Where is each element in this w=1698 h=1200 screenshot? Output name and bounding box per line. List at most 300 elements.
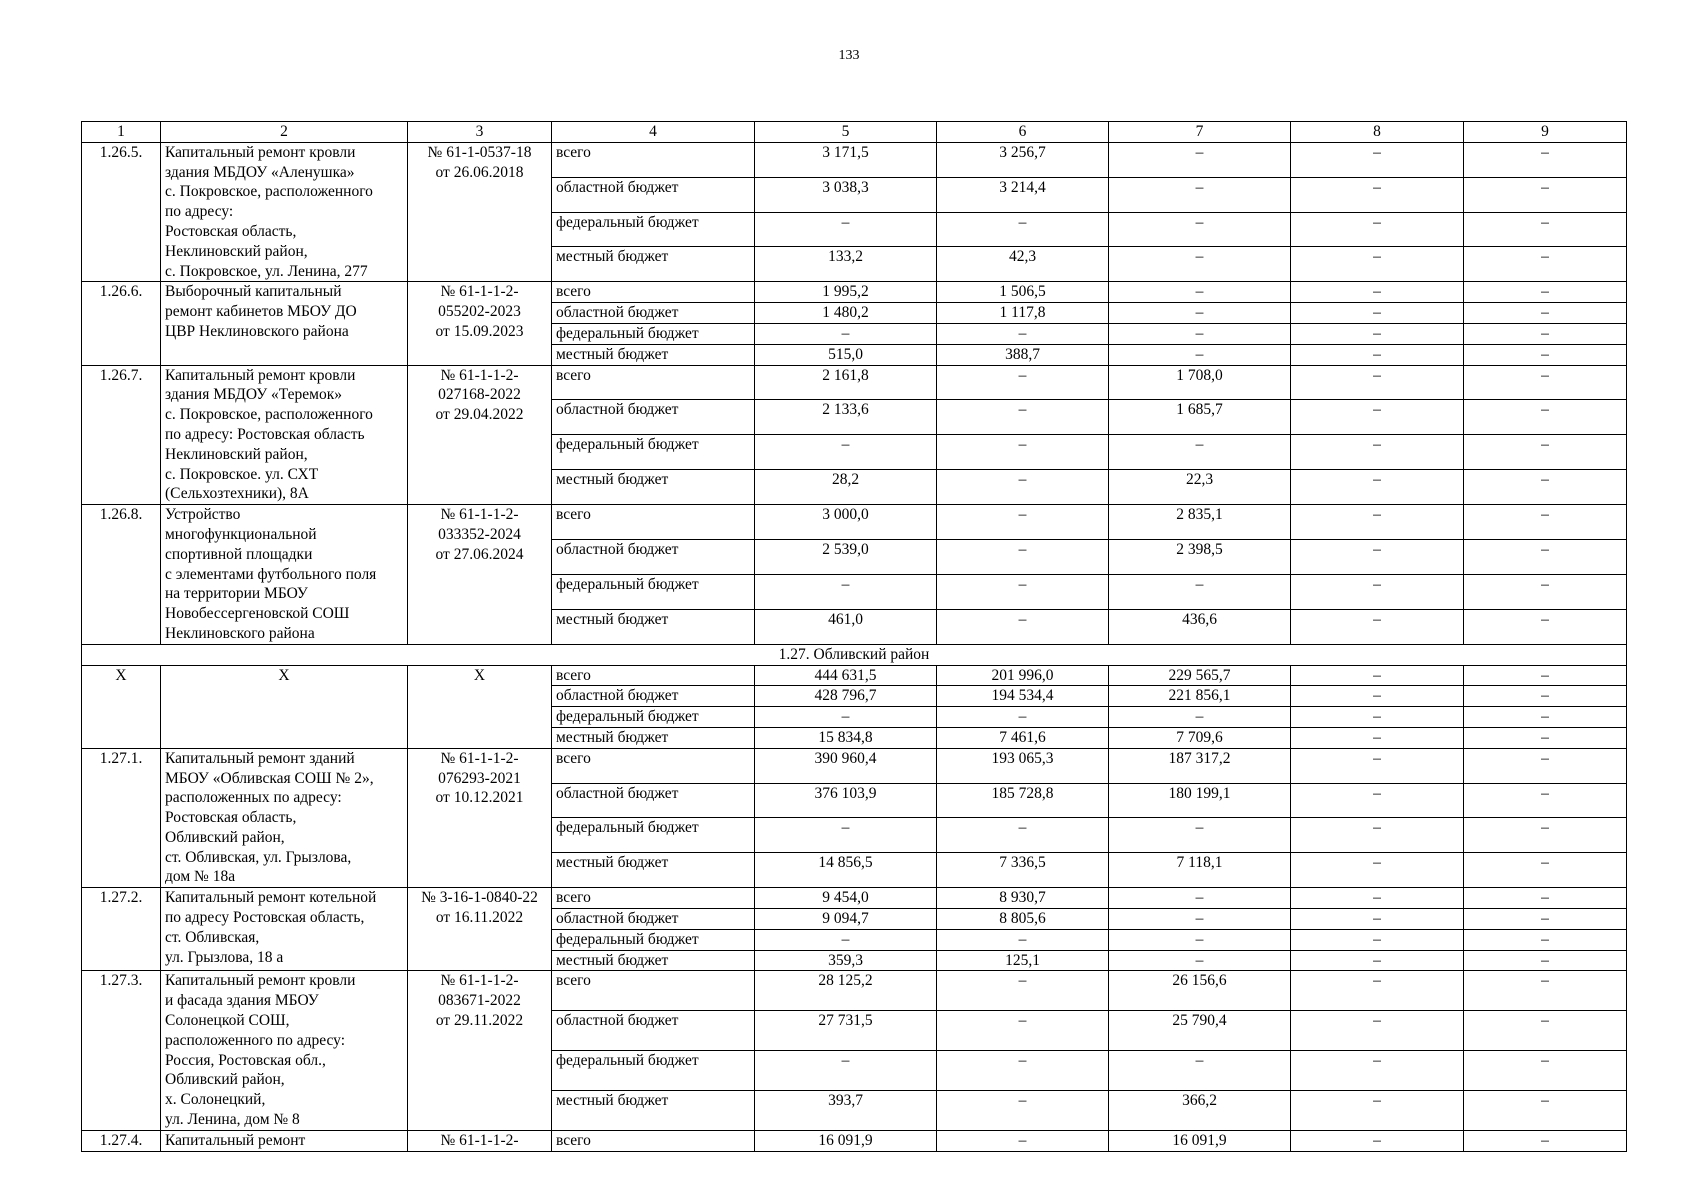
item-name-line: (Сельхозтехники), 8А xyxy=(165,485,309,503)
amount-cell: – xyxy=(1464,950,1627,971)
item-name-line: Ростовская область, xyxy=(165,809,297,827)
item-document-line: от 10.12.2021 xyxy=(435,789,524,807)
funding-source-label: всего xyxy=(552,971,755,1011)
item-name-line: с. Покровское, расположенного xyxy=(165,406,373,424)
table-row xyxy=(82,665,1627,686)
amount-cell: – xyxy=(937,574,1109,609)
item-document-line: 055202-2023 xyxy=(438,303,521,321)
item-document-line: от 27.06.2024 xyxy=(435,545,524,563)
item-name-line: Капитальный ремонт котельной xyxy=(165,889,377,907)
item-document-line: от 29.04.2022 xyxy=(435,406,524,424)
amount-cell: – xyxy=(1464,344,1627,365)
funding-source-label: местный бюджет xyxy=(552,247,755,282)
amount-cell: 1 995,2 xyxy=(755,282,937,303)
amount-cell: 27 731,5 xyxy=(755,1011,937,1051)
amount-cell: – xyxy=(1109,247,1291,282)
budget-table xyxy=(81,121,1627,1152)
amount-cell: – xyxy=(1291,470,1464,505)
amount-cell: – xyxy=(1464,853,1627,888)
item-name-line: расположенного по адресу: xyxy=(165,1031,345,1049)
amount-cell: – xyxy=(1291,686,1464,707)
item-name-line: Капитальный ремонт xyxy=(165,1131,306,1149)
item-document-line: от 26.06.2018 xyxy=(435,163,524,181)
item-document-line: № 61-1-1-2- xyxy=(440,1131,519,1149)
amount-cell: – xyxy=(1109,303,1291,324)
item-document-line: № 3-16-1-0840-22 xyxy=(421,889,538,907)
amount-cell: – xyxy=(1109,177,1291,212)
amount-cell: – xyxy=(1464,505,1627,540)
amount-cell: – xyxy=(1109,818,1291,853)
item-code: 1.27.2. xyxy=(82,888,161,971)
amount-cell: 3 038,3 xyxy=(755,177,937,212)
item-name-line: ул. Грызлова, 18 а xyxy=(165,948,284,966)
amount-cell: – xyxy=(1109,212,1291,247)
item-code: 1.26.5. xyxy=(82,142,161,282)
amount-cell: – xyxy=(1291,783,1464,818)
amount-cell: 2 161,8 xyxy=(755,365,937,400)
funding-source-label: всего xyxy=(552,748,755,783)
amount-cell: 2 835,1 xyxy=(1109,505,1291,540)
item-code: 1.27.1. xyxy=(82,748,161,888)
item-name-line: х. Солонецкий, xyxy=(165,1091,266,1109)
funding-source-label: областной бюджет xyxy=(552,686,755,707)
amount-cell: – xyxy=(755,323,937,344)
funding-source-label: всего xyxy=(552,665,755,686)
amount-cell: – xyxy=(755,574,937,609)
funding-source-label: местный бюджет xyxy=(552,344,755,365)
column-header: 7 xyxy=(1109,122,1291,143)
item-name xyxy=(161,748,408,888)
item-document xyxy=(408,971,552,1130)
item-name-line: ст. Обливская, ул. Грызлова, xyxy=(165,848,352,866)
amount-cell: – xyxy=(1464,282,1627,303)
amount-cell: 393,7 xyxy=(755,1091,937,1131)
amount-cell: 187 317,2 xyxy=(1109,748,1291,783)
column-header: 4 xyxy=(552,122,755,143)
funding-source-label: местный бюджет xyxy=(552,609,755,644)
amount-cell: – xyxy=(1291,1130,1464,1151)
funding-source-label: областной бюджет xyxy=(552,783,755,818)
item-name-line: на территории МБОУ xyxy=(165,585,308,603)
amount-cell: 9 094,7 xyxy=(755,909,937,930)
amount-cell: – xyxy=(1109,142,1291,177)
amount-cell: 25 790,4 xyxy=(1109,1011,1291,1051)
item-document-line: № 61-1-1-2- xyxy=(440,972,519,990)
table-row xyxy=(82,748,1627,783)
amount-cell: 9 454,0 xyxy=(755,888,937,909)
amount-cell: – xyxy=(1464,1011,1627,1051)
item-name-line: по адресу: Ростовская область xyxy=(165,425,365,443)
amount-cell: – xyxy=(937,505,1109,540)
funding-source-label: областной бюджет xyxy=(552,540,755,575)
amount-cell: – xyxy=(937,365,1109,400)
item-code: 1.26.7. xyxy=(82,365,161,505)
funding-source-label: всего xyxy=(552,1130,755,1151)
item-name-line: Капитальный ремонт кровли xyxy=(165,143,356,161)
amount-cell: 1 480,2 xyxy=(755,303,937,324)
amount-cell: – xyxy=(1291,142,1464,177)
column-header: 9 xyxy=(1464,122,1627,143)
item-name-line: здания МБДОУ «Теремок» xyxy=(165,386,343,404)
amount-cell: 3 256,7 xyxy=(937,142,1109,177)
item-name-line: и фасада здания МБОУ xyxy=(165,992,319,1010)
amount-cell: – xyxy=(1464,783,1627,818)
item-name-line: многофункциональной xyxy=(165,525,317,543)
funding-source-label: федеральный бюджет xyxy=(552,707,755,728)
funding-source-label: областной бюджет xyxy=(552,1011,755,1051)
item-name xyxy=(161,365,408,505)
amount-cell: 1 117,8 xyxy=(937,303,1109,324)
amount-cell: – xyxy=(1291,1011,1464,1051)
amount-cell: – xyxy=(937,540,1109,575)
amount-cell: – xyxy=(1464,748,1627,783)
item-name xyxy=(161,971,408,1130)
item-name-line: Устройство xyxy=(165,506,241,524)
item-name-line: ул. Ленина, дом № 8 xyxy=(165,1111,300,1129)
item-name-line: с. Покровское. ул. СХТ xyxy=(165,465,319,483)
amount-cell: 376 103,9 xyxy=(755,783,937,818)
amount-cell: – xyxy=(1291,574,1464,609)
amount-cell: – xyxy=(937,609,1109,644)
item-document-line: от 15.09.2023 xyxy=(435,322,524,340)
item-name xyxy=(161,142,408,282)
amount-cell: – xyxy=(937,818,1109,853)
amount-cell: 3 171,5 xyxy=(755,142,937,177)
table-row xyxy=(82,1130,1627,1151)
amount-cell: – xyxy=(755,435,937,470)
amount-cell: 388,7 xyxy=(937,344,1109,365)
item-code: 1.26.6. xyxy=(82,282,161,365)
amount-cell: – xyxy=(1464,686,1627,707)
column-header: 2 xyxy=(161,122,408,143)
item-name-line: с элементами футбольного поля xyxy=(165,565,377,583)
funding-source-label: всего xyxy=(552,142,755,177)
amount-cell: – xyxy=(1291,1051,1464,1091)
amount-cell: – xyxy=(1464,909,1627,930)
table-row xyxy=(82,282,1627,303)
amount-cell: – xyxy=(1291,282,1464,303)
amount-cell: 14 856,5 xyxy=(755,853,937,888)
amount-cell: – xyxy=(1109,435,1291,470)
item-document-line: от 29.11.2022 xyxy=(435,1012,524,1030)
funding-source-label: областной бюджет xyxy=(552,177,755,212)
amount-cell: 180 199,1 xyxy=(1109,783,1291,818)
amount-cell: – xyxy=(937,323,1109,344)
amount-cell: 7 709,6 xyxy=(1109,727,1291,748)
amount-cell: 185 728,8 xyxy=(937,783,1109,818)
item-name-line: Выборочный капитальный xyxy=(165,283,342,301)
amount-cell: 42,3 xyxy=(937,247,1109,282)
item-name-line: по адресу Ростовская область, xyxy=(165,909,365,927)
table-row xyxy=(82,971,1627,1011)
amount-cell: 8 930,7 xyxy=(937,888,1109,909)
item-name-line: дом № 18а xyxy=(165,868,236,886)
amount-cell: – xyxy=(1291,888,1464,909)
amount-cell: 16 091,9 xyxy=(755,1130,937,1151)
amount-cell: – xyxy=(1109,1051,1291,1091)
amount-cell: – xyxy=(1291,818,1464,853)
amount-cell: – xyxy=(1291,505,1464,540)
amount-cell: – xyxy=(1291,400,1464,435)
amount-cell: – xyxy=(937,435,1109,470)
item-document-line: № 61-1-1-2- xyxy=(440,283,519,301)
item-name-line: ЦВР Неклиновского района xyxy=(165,322,349,340)
amount-cell: 2 539,0 xyxy=(755,540,937,575)
amount-cell: 390 960,4 xyxy=(755,748,937,783)
amount-cell: – xyxy=(1109,707,1291,728)
funding-source-label: всего xyxy=(552,365,755,400)
amount-cell: – xyxy=(937,1130,1109,1151)
item-document-line: 083671-2022 xyxy=(438,992,521,1010)
funding-source-label: федеральный бюджет xyxy=(552,929,755,950)
amount-cell: – xyxy=(1464,365,1627,400)
amount-cell: – xyxy=(1291,950,1464,971)
amount-cell: – xyxy=(937,929,1109,950)
funding-source-label: областной бюджет xyxy=(552,303,755,324)
amount-cell: – xyxy=(1291,727,1464,748)
amount-cell: 8 805,6 xyxy=(937,909,1109,930)
item-document xyxy=(408,1130,552,1151)
item-document-line: № 61-1-1-2- xyxy=(440,366,519,384)
amount-cell: 436,6 xyxy=(1109,609,1291,644)
amount-cell: – xyxy=(1464,540,1627,575)
amount-cell: – xyxy=(1291,665,1464,686)
amount-cell: 1 506,5 xyxy=(937,282,1109,303)
amount-cell: – xyxy=(1464,323,1627,344)
funding-source-label: федеральный бюджет xyxy=(552,818,755,853)
item-name-line: Капитальный ремонт зданий xyxy=(165,749,355,767)
amount-cell: – xyxy=(1464,177,1627,212)
page-number: 133 xyxy=(838,48,860,63)
amount-cell: – xyxy=(1291,435,1464,470)
item-name-line: Солонецкой СОШ, xyxy=(165,1012,290,1030)
amount-cell: – xyxy=(1291,909,1464,930)
amount-cell: – xyxy=(755,212,937,247)
item-name xyxy=(161,505,408,645)
item-name: Х xyxy=(161,665,408,748)
item-name-line: Капитальный ремонт кровли xyxy=(165,972,356,990)
item-document-line: 076293-2021 xyxy=(438,769,521,787)
item-document-line: № 61-1-1-2- xyxy=(440,506,519,524)
amount-cell: 1 708,0 xyxy=(1109,365,1291,400)
amount-cell: – xyxy=(1109,323,1291,344)
funding-source-label: всего xyxy=(552,505,755,540)
amount-cell: – xyxy=(1109,344,1291,365)
amount-cell: 201 996,0 xyxy=(937,665,1109,686)
amount-cell: 359,3 xyxy=(755,950,937,971)
item-name-line: Неклиновского района xyxy=(165,624,315,642)
item-name xyxy=(161,1130,408,1151)
item-document xyxy=(408,282,552,365)
item-code: 1.27.4. xyxy=(82,1130,161,1151)
amount-cell: – xyxy=(937,1051,1109,1091)
item-name-line: с. Покровское, ул. Ленина, 277 xyxy=(165,262,368,280)
amount-cell: 28 125,2 xyxy=(755,971,937,1011)
funding-source-label: федеральный бюджет xyxy=(552,323,755,344)
item-document xyxy=(408,888,552,971)
column-header: 3 xyxy=(408,122,552,143)
item-code: Х xyxy=(82,665,161,748)
amount-cell: – xyxy=(1464,142,1627,177)
amount-cell: – xyxy=(937,400,1109,435)
amount-cell: – xyxy=(1464,470,1627,505)
amount-cell: – xyxy=(755,929,937,950)
amount-cell: – xyxy=(1109,888,1291,909)
item-document xyxy=(408,665,552,748)
funding-source-label: местный бюджет xyxy=(552,853,755,888)
amount-cell: – xyxy=(1109,574,1291,609)
amount-cell: – xyxy=(1291,929,1464,950)
amount-cell: 366,2 xyxy=(1109,1091,1291,1131)
item-document-line: № 61-1-1-2- xyxy=(440,749,519,767)
amount-cell: 3 214,4 xyxy=(937,177,1109,212)
amount-cell: 125,1 xyxy=(937,950,1109,971)
item-name-line: Обливский район, xyxy=(165,828,285,846)
amount-cell: – xyxy=(937,707,1109,728)
item-document-line: Х xyxy=(473,666,486,684)
amount-cell: – xyxy=(1109,282,1291,303)
funding-source-label: федеральный бюджет xyxy=(552,212,755,247)
amount-cell: – xyxy=(937,212,1109,247)
amount-cell: – xyxy=(1291,365,1464,400)
amount-cell: 194 534,4 xyxy=(937,686,1109,707)
funding-source-label: федеральный бюджет xyxy=(552,574,755,609)
funding-source-label: местный бюджет xyxy=(552,727,755,748)
amount-cell: – xyxy=(1291,971,1464,1011)
amount-cell: – xyxy=(1464,609,1627,644)
item-document xyxy=(408,365,552,505)
item-name-line: расположенных по адресу: xyxy=(165,789,342,807)
amount-cell: – xyxy=(1464,707,1627,728)
funding-source-label: местный бюджет xyxy=(552,470,755,505)
amount-cell: 461,0 xyxy=(755,609,937,644)
amount-cell: – xyxy=(1464,888,1627,909)
funding-source-label: местный бюджет xyxy=(552,1091,755,1131)
amount-cell: 1 685,7 xyxy=(1109,400,1291,435)
item-document xyxy=(408,142,552,282)
table-row xyxy=(82,142,1627,177)
column-header: 1 xyxy=(82,122,161,143)
table-row xyxy=(82,365,1627,400)
amount-cell: – xyxy=(937,1011,1109,1051)
amount-cell: 133,2 xyxy=(755,247,937,282)
amount-cell: – xyxy=(1109,950,1291,971)
amount-cell: 7 118,1 xyxy=(1109,853,1291,888)
amount-cell: 22,3 xyxy=(1109,470,1291,505)
amount-cell: – xyxy=(1464,303,1627,324)
amount-cell: – xyxy=(1109,929,1291,950)
amount-cell: – xyxy=(1109,909,1291,930)
item-code: 1.27.3. xyxy=(82,971,161,1130)
amount-cell: 15 834,8 xyxy=(755,727,937,748)
item-document-line: 033352-2024 xyxy=(438,525,521,543)
funding-source-label: всего xyxy=(552,888,755,909)
table-row xyxy=(82,505,1627,540)
amount-cell: – xyxy=(937,1091,1109,1131)
section-row xyxy=(82,644,1627,665)
table-body xyxy=(82,122,1627,1152)
amount-cell: – xyxy=(1291,323,1464,344)
funding-source-label: местный бюджет xyxy=(552,950,755,971)
amount-cell: – xyxy=(1291,609,1464,644)
amount-cell: – xyxy=(1464,435,1627,470)
amount-cell: 2 133,6 xyxy=(755,400,937,435)
item-name-line: Ростовская область, xyxy=(165,222,297,240)
amount-cell: – xyxy=(755,1051,937,1091)
item-name-line: спортивной площадки xyxy=(165,545,313,563)
amount-cell: – xyxy=(1464,574,1627,609)
amount-cell: 2 398,5 xyxy=(1109,540,1291,575)
amount-cell: – xyxy=(1464,1130,1627,1151)
amount-cell: – xyxy=(1291,707,1464,728)
item-name-line: Россия, Ростовская обл., xyxy=(165,1051,326,1069)
amount-cell: – xyxy=(1291,853,1464,888)
amount-cell: – xyxy=(1291,1091,1464,1131)
item-name xyxy=(161,282,408,365)
funding-source-label: федеральный бюджет xyxy=(552,435,755,470)
item-document-line: № 61-1-0537-18 xyxy=(427,143,532,161)
item-name-line: по адресу: xyxy=(165,203,234,221)
amount-cell: 28,2 xyxy=(755,470,937,505)
column-header: 8 xyxy=(1291,122,1464,143)
amount-cell: – xyxy=(1464,818,1627,853)
amount-cell: – xyxy=(1464,929,1627,950)
amount-cell: – xyxy=(1464,971,1627,1011)
item-name-line: МБОУ «Обливская СОШ № 2», xyxy=(165,769,374,787)
amount-cell: 7 461,6 xyxy=(937,727,1109,748)
amount-cell: – xyxy=(1291,177,1464,212)
item-document xyxy=(408,505,552,645)
item-name-line: Обливский район, xyxy=(165,1071,285,1089)
amount-cell: – xyxy=(1464,665,1627,686)
amount-cell: – xyxy=(937,470,1109,505)
column-header: 5 xyxy=(755,122,937,143)
amount-cell: – xyxy=(1291,540,1464,575)
amount-cell: – xyxy=(755,707,937,728)
amount-cell: – xyxy=(1291,303,1464,324)
amount-cell: – xyxy=(1464,400,1627,435)
amount-cell: – xyxy=(1291,748,1464,783)
item-name-line: Неклиновский район, xyxy=(165,445,308,463)
amount-cell: – xyxy=(755,818,937,853)
item-name-line: ремонт кабинетов МБОУ ДО xyxy=(165,303,357,321)
amount-cell: – xyxy=(1464,1051,1627,1091)
funding-source-label: областной бюджет xyxy=(552,400,755,435)
item-name-line: здания МБДОУ «Аленушка» xyxy=(165,163,355,181)
item-name-line: Капитальный ремонт кровли xyxy=(165,366,356,384)
funding-source-label: областной бюджет xyxy=(552,909,755,930)
column-header: 6 xyxy=(937,122,1109,143)
item-name-line: ст. Обливская, xyxy=(165,928,260,946)
amount-cell: – xyxy=(1464,1091,1627,1131)
amount-cell: – xyxy=(1464,212,1627,247)
item-document-line: от 16.11.2022 xyxy=(435,909,524,927)
item-code: 1.26.8. xyxy=(82,505,161,645)
amount-cell: – xyxy=(1291,344,1464,365)
funding-source-label: всего xyxy=(552,282,755,303)
item-name xyxy=(161,888,408,971)
funding-source-label: федеральный бюджет xyxy=(552,1051,755,1091)
amount-cell: 7 336,5 xyxy=(937,853,1109,888)
amount-cell: 444 631,5 xyxy=(755,665,937,686)
item-name-line: с. Покровское, расположенного xyxy=(165,183,373,201)
amount-cell: 221 856,1 xyxy=(1109,686,1291,707)
amount-cell: 515,0 xyxy=(755,344,937,365)
amount-cell: – xyxy=(1464,247,1627,282)
amount-cell: 428 796,7 xyxy=(755,686,937,707)
item-name-line: Неклиновский район, xyxy=(165,242,308,260)
amount-cell: 16 091,9 xyxy=(1109,1130,1291,1151)
